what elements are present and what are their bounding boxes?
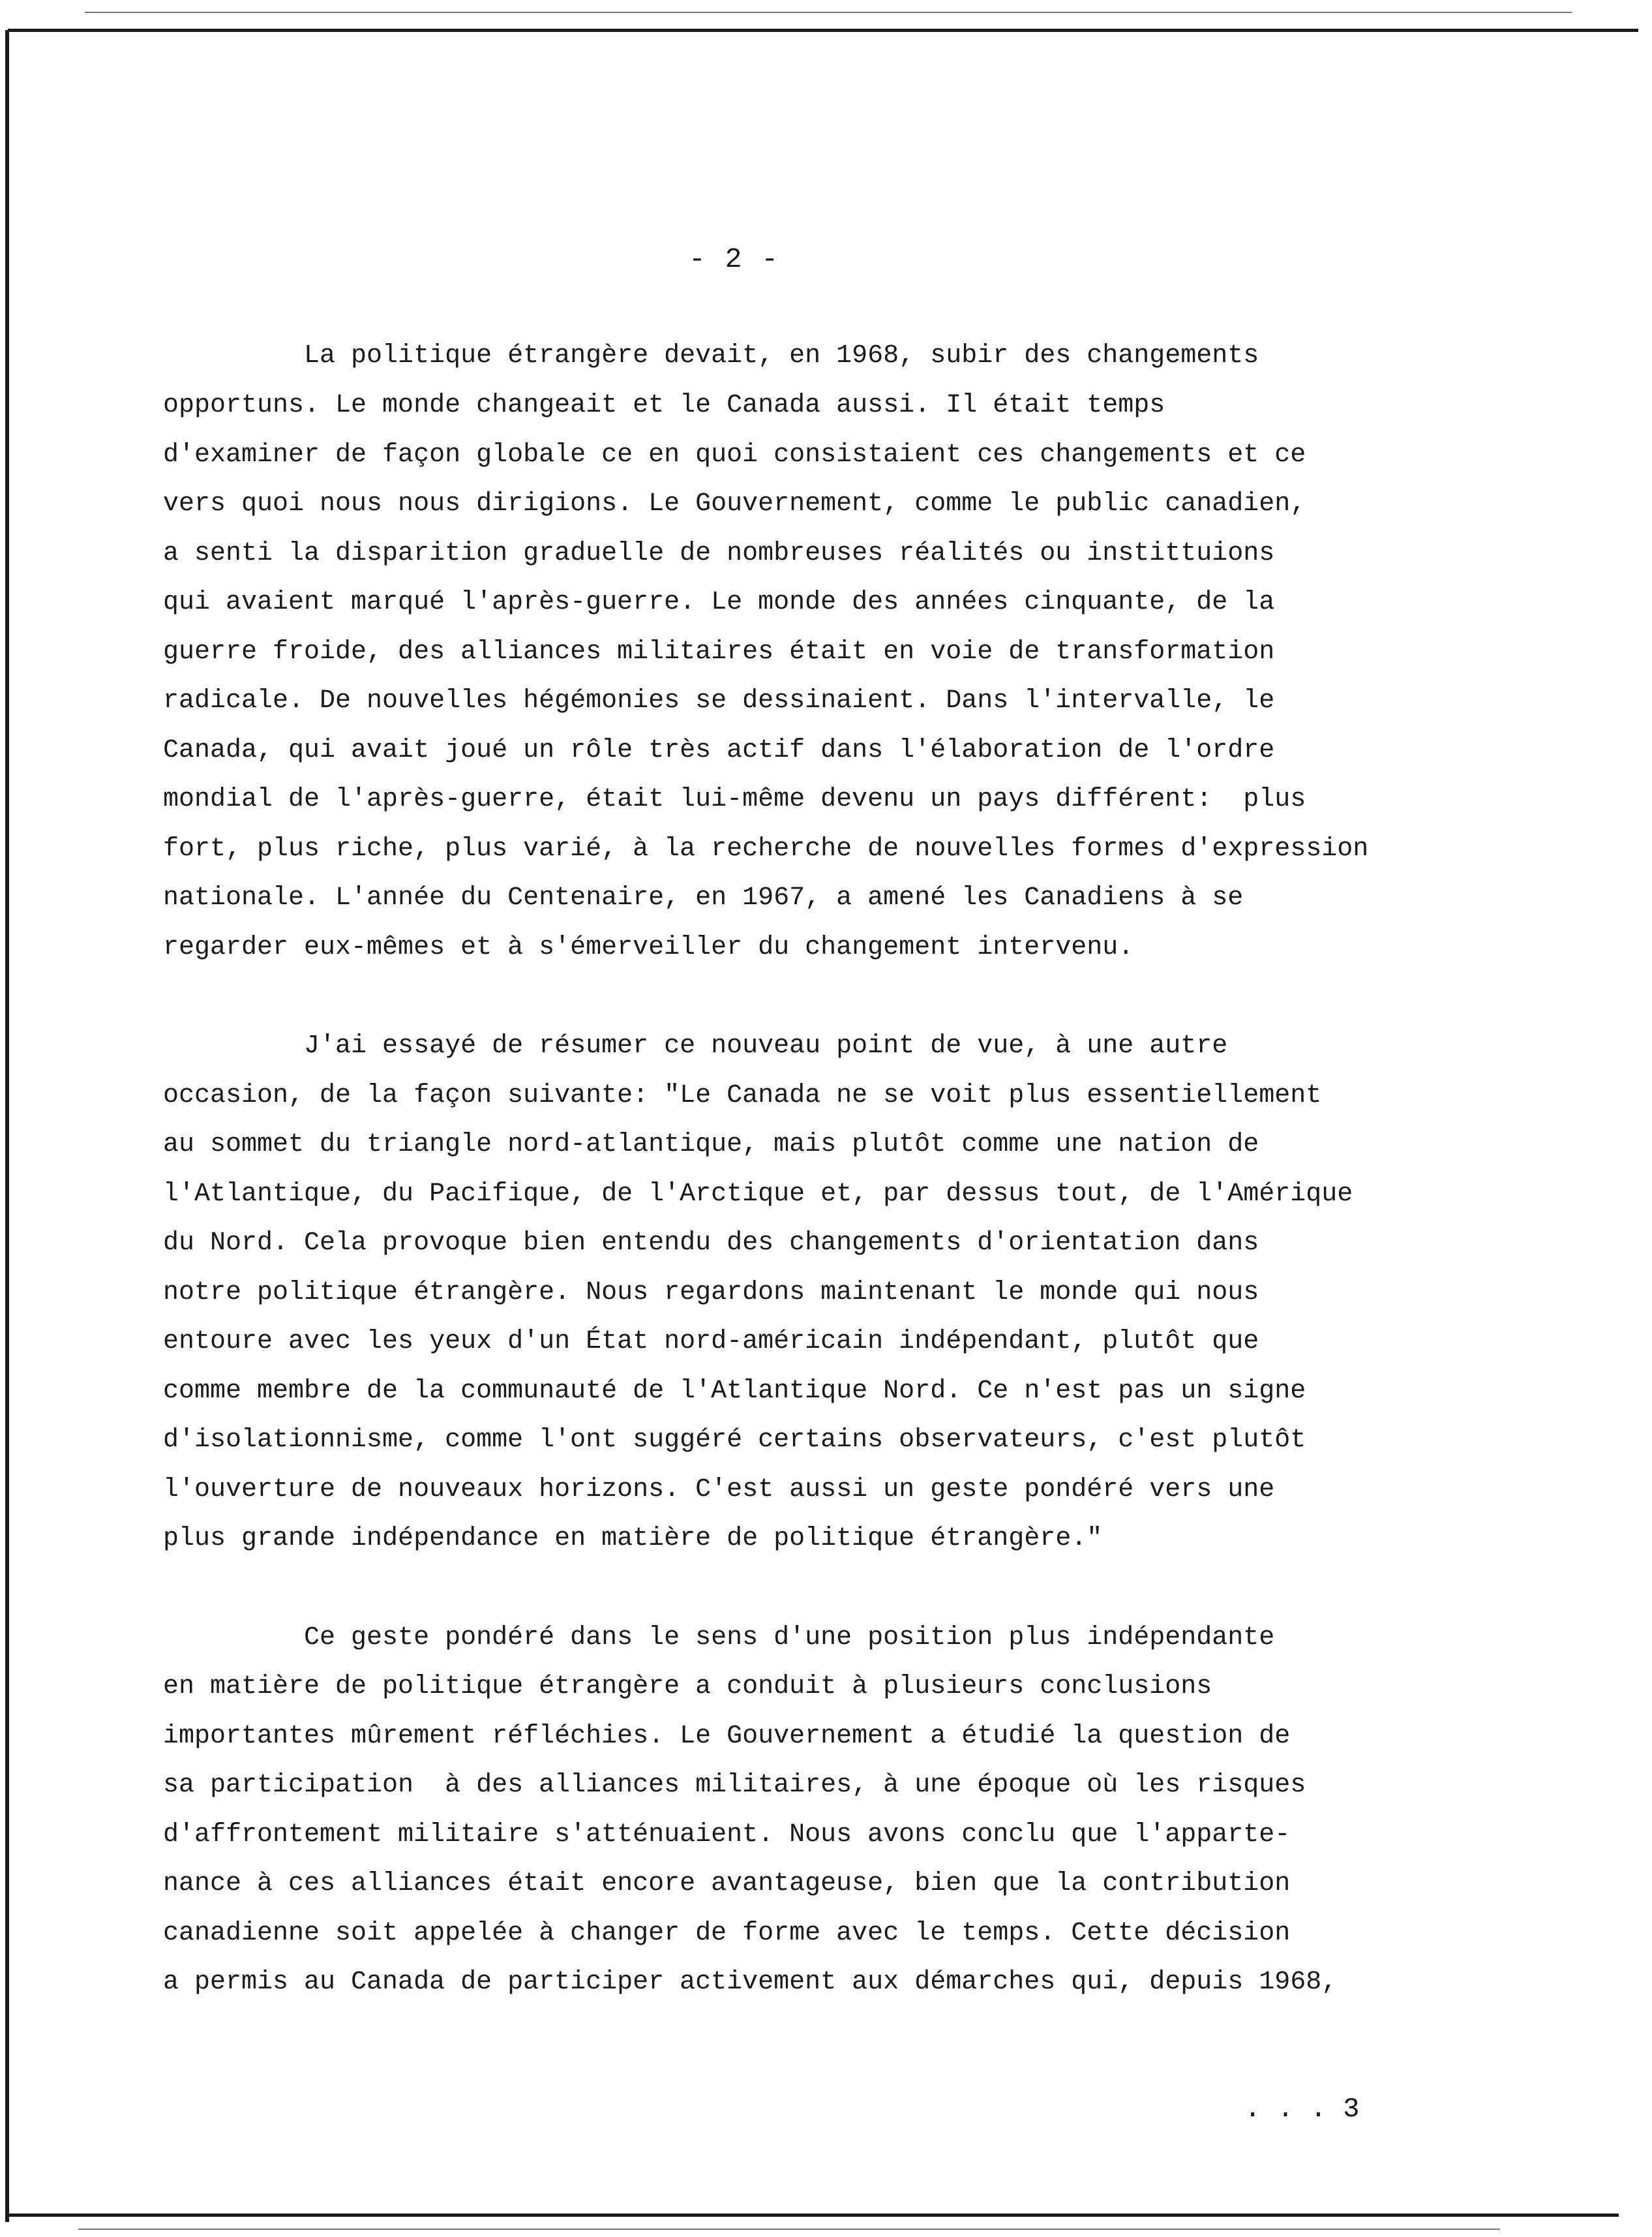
paragraph-1-line-12: nationale. L'année du Centenaire, en 1967, a amené les Canadiens à se (163, 883, 1244, 913)
paragraph-2-line-3: au sommet du triangle nord-atlantique, mais plutôt comme une nation de (163, 1130, 1259, 1159)
paragraph-2-line-1: J'ai essayé de résumer ce nouveau point de vue, à une autre (163, 1031, 1228, 1061)
paragraph-2-line-7: entoure avec les yeux d'un État nord-américain indépendant, plutôt que (163, 1327, 1259, 1356)
paragraph-1-line-5: a senti la disparition graduelle de nombreuses réalités ou instittuions (163, 539, 1275, 568)
paragraph-2-line-11: plus grande indépendance en matière de politique étrangère." (163, 1524, 1103, 1553)
paragraph-1-line-11: fort, plus riche, plus varié, à la recherche de nouvelles formes d'expression (163, 834, 1369, 864)
paragraph-2-line-9: d'isolationnisme, comme l'ont suggéré certains observateurs, c'est plutôt (163, 1425, 1306, 1455)
paragraph-1-line-8: radicale. De nouvelles hégémonies se dessinaient. Dans l'intervalle, le (163, 686, 1275, 716)
paragraph-3-line-6: nance à ces alliances était encore avantageuse, bien que la contribution (163, 1869, 1291, 1898)
page-border-left (5, 30, 9, 2222)
paragraph-3-line-4: sa participation à des alliances militaires, à une époque où les risques (163, 1771, 1306, 1800)
paragraph-3-line-7: canadienne soit appelée à changer de forme avec le temps. Cette décision (163, 1919, 1291, 1948)
paragraph-1-line-10: mondial de l'après-guerre, était lui-même devenu un pays différent: plus (163, 785, 1306, 814)
paragraph-1-line-7: guerre froide, des alliances militaires était en voie de transformation (163, 637, 1275, 667)
page-number: - 2 - (689, 243, 780, 275)
page-border-bottom (8, 2214, 1619, 2217)
paragraph-3-line-8: a permis au Canada de participer activement aux démarches qui, depuis 1968, (163, 1968, 1338, 1997)
page-border-top (8, 29, 1638, 32)
scan-edge-top-faint (85, 12, 1572, 13)
paragraph-1-line-2: opportuns. Le monde changeait et le Canada aussi. Il était temps (163, 391, 1165, 420)
paragraph-2-line-6: notre politique étrangère. Nous regardons maintenant le monde qui nous (163, 1278, 1259, 1307)
paragraph-1-line-1: La politique étrangère devait, en 1968, subir des changements (163, 341, 1259, 371)
paragraph-3-line-1: Ce geste pondéré dans le sens d'une position plus indépendante (163, 1623, 1275, 1652)
paragraph-1-line-4: vers quoi nous nous dirigions. Le Gouvernement, comme le public canadien, (163, 489, 1306, 519)
paragraph-2-line-8: comme membre de la communauté de l'Atlantique Nord. Ce n'est pas un signe (163, 1377, 1306, 1406)
paragraph-3-line-3: importantes mûrement réfléchies. Le Gouvernement a étudié la question de (163, 1722, 1291, 1751)
paragraph-2-line-5: du Nord. Cela provoque bien entendu des changements d'orientation dans (163, 1228, 1259, 1258)
paragraph-1-line-3: d'examiner de façon globale ce en quoi consistaient ces changements et ce (163, 440, 1306, 470)
paragraph-1-line-9: Canada, qui avait joué un rôle très actif dans l'élaboration de l'ordre (163, 736, 1275, 765)
paragraph-2-line-10: l'ouverture de nouveaux horizons. C'est aussi un geste pondéré vers une (163, 1475, 1275, 1504)
paragraph-3-line-2: en matière de politique étrangère a conduit à plusieurs conclusions (163, 1672, 1212, 1701)
paragraph-1-line-13: regarder eux-mêmes et à s'émerveiller du changement intervenu. (163, 933, 1134, 962)
paragraph-3-line-5: d'affrontement militaire s'atténuaient. Nous avons conclu que l'apparte- (163, 1820, 1291, 1849)
scan-edge-bottom-faint (78, 2229, 1500, 2230)
paragraph-2-line-2: occasion, de la façon suivante: "Le Canada ne se voit plus essentiellement (163, 1081, 1322, 1110)
continuation-marker: . . . 3 (1244, 2093, 1360, 2125)
paragraph-1-line-6: qui avaient marqué l'après-guerre. Le monde des années cinquante, de la (163, 588, 1275, 617)
paragraph-2-line-4: l'Atlantique, du Pacifique, de l'Arctique et, par dessus tout, de l'Amérique (163, 1179, 1353, 1209)
